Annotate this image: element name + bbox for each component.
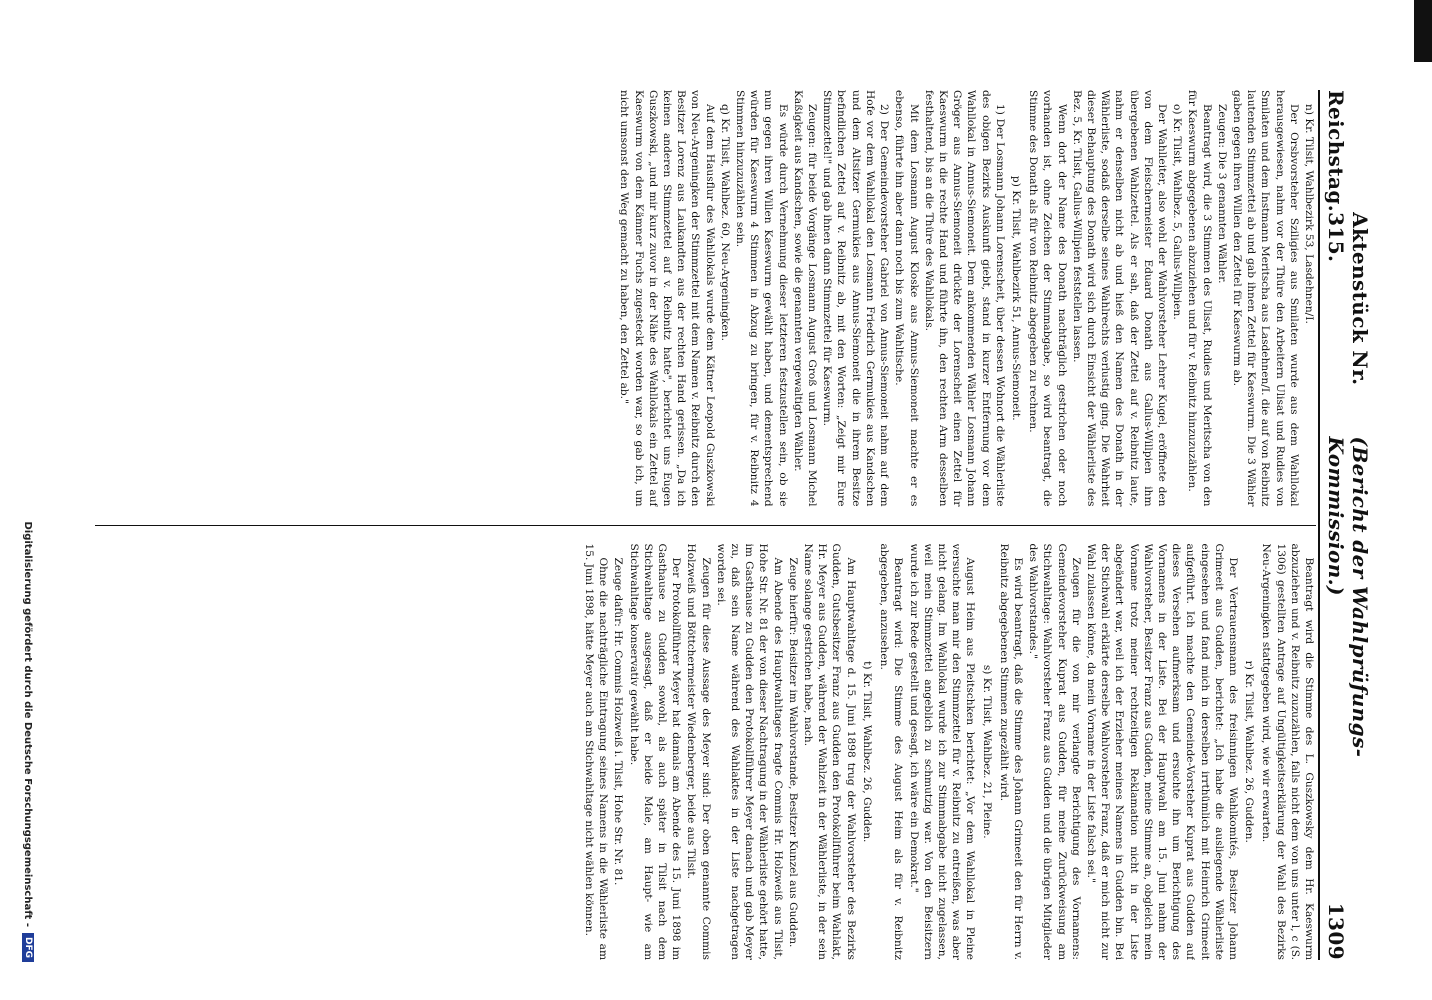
header-center: Aktenstück Nr. 315. bbox=[1324, 212, 1372, 386]
text-columns bbox=[95, 90, 1316, 960]
paragraph: Der Vertrauensmann des freisinnigen Wahlkomités, Besitzer Johann Grimeeit aus Gudden, berichtet: „Ich habe die ausliegende Wählerliste eingesehen und fand mich in derselben irrthümlich mit Heinrich Grimeeit aufgeführt. Ich machte den Gemeinde-Vorsteher Kuprat aus Gudden auf dieses Versehen aufmerksam und ersuchte ihn um Berichtigung des Vornamens in der Liste. Bei der Hauptwahl am 15. Juni nahm der Wahlvorsteher, Besitzer Franz aus Gudden, meine Stimme an, obgleich mein Vorname trotz meiner rechtzeitigen Reklamation nicht in der Liste abgeändert war, weil ich der Erzieher meines Namens in Gudden bin. Bei der Stichwahl erklärte derselbe Wahlvorsteher Franz, daß er mich nicht zur Wahl zulassen könne, da mein Vorname in der Liste falsch sei." bbox=[1084, 543, 1239, 960]
column-divider bbox=[95, 525, 1316, 526]
page-number: 1309 bbox=[1324, 902, 1348, 960]
paragraph: Auf dem Hausflur des Wahllokals wurde dem Kätner Leopold Guszkowski von Neu-Argeningken der Stimmzettel mit dem Namen v. Reibnitz durch den Besitzer Lorenz aus Laukandten aus der rechten Hand gerissen. „Da ich keinen anderen Stimmzettel auf v. Reibnitz hatte", berichtet uns Eugen Guszkowski, „und mir kurz zuvor in der Nähe des Wahllokals ein Zettel auf Kaeswurm von dem Kämner Fuchs zugesteckt worden war, so gab ich, um nicht umsonst den Weg gemacht zu haben, den Zettel ab." bbox=[618, 90, 716, 507]
paragraph: Beantragt wird: Die Stimme des August Heim als für v. Reibnitz abgegeben, anzusehen. bbox=[878, 543, 905, 960]
paragraph: Wenn dort der Name des Donath nachträglich gestrichen oder noch vorhanden ist, ohne Zeichen der Stimmabgabe, so wird beantragt, die Stimme des Donath als für von Reibnitz abgegeben zu rechnen. bbox=[1027, 90, 1068, 507]
scan-corner-mark bbox=[1414, 0, 1432, 62]
paragraph: Der Protokollführer Meyer hat damals am Abende des 15. Juni 1898 im Gasthause zu Gudden sowohl, als auch später in Tilsit nach dem Stichwahltage ausgesagt, daß er beide Male, am Haupt- wie am Stichwahltage konservativ gewählt habe. bbox=[627, 543, 683, 960]
paragraph: Zeuge hierfür: Beisitzer im Wahlvorstande, Besitzer Kunzel aus Gudden. bbox=[786, 557, 799, 948]
paragraph: 2) Der Gemeindevorsteher Gabriel von Annus-Siemoneit nahm auf dem Hofe vor dem Wahllokal den Losmann Friedrich Germukies aus Kandschen und dem Altsitzer Germukies aus Annus-Siemoneit die in ihrem Besitze befindlichen Zettel auf v. Reibnitz ab, mit den Worten: „Zeigt mir Eure Stimmzettel!" und gab ihnen dann Stimmzettel für Kaeswurm. bbox=[821, 90, 891, 507]
paragraph: Es wird beantragt, daß die Stimme des Johann Grimeeit den für Herrn v. Reibnitz abgegebenen Stimmen zugezählt wird. bbox=[997, 543, 1024, 960]
paragraph: Am Abende des Hauptwahltages fragte Commis Hr. Holzweiß aus Tilsit, Hohe Str. Nr. 81 der von dieser Nachtragung in der Wählerliste gehört hatte, im Gasthause zu Gudden den Protokollführer Meyer danach und gab Meyer zu, daß sein Name während des Wahlaktes in der Liste nachgetragen worden sei. bbox=[714, 543, 784, 960]
section-heading: r) Kr. Tilsit, Wahlbez. 26, Gudden. bbox=[1243, 660, 1256, 843]
paragraph: Der Wahlleiter, also wohl der Wahlvorsteher Lehrer Kugel, eröffnete den von dem Fleischermeister Eduard Donath aus Gallus-Willpien ihm übergebenen Wahlzettel. Als er sah, daß der Zettel auf v. Reibnitz laute, nahm er denselben nicht ab und hieß den Namen des Donath in der Wählerliste, sodaß derselbe seines Wahlrechts verlustig ging. Die Wahrheit dieser Behauptung des Donath wird sich durch Einsicht der Wählerliste des Bez. 5, Kr. Tilsit, Gallus-Willpien feststellen lassen. bbox=[1070, 90, 1168, 507]
section-heading: p) Kr. Tilsit, Wahlbezirk 51, Annus-Siemoneit. bbox=[1009, 175, 1022, 421]
paragraph: Beantragt wird, die 3 Stimmen des Ulisat, Rudies und Meritscha von den für Kaeswurm abgegebenen abzuziehen und für v. Reibnitz hinzuzuzählen. bbox=[1186, 90, 1213, 507]
dfg-logo: DFG bbox=[22, 933, 34, 962]
paragraph: Ohne die nachträgliche Eintragung seines Namens in die Wählerliste am 15. Juni 1898, hätte Meyer auch am Stichwahltage nicht wählen können. bbox=[583, 543, 610, 960]
paragraph: Mit dem Losmann August Kloske aus Annus-Siemoneit machte er es ebenso, führte ihn aber dann noch bis zum Wahltische. bbox=[893, 90, 920, 507]
paragraph: Zeugen: Die 3 genannten Wähler. bbox=[1215, 104, 1228, 284]
footer bbox=[16, 0, 40, 1000]
paragraph: q) Kr. Tilsit, Wahlbez. 60, Neu-Argeningken. bbox=[718, 104, 731, 341]
section-heading: s) Kr. Tilsit, Wahlbez. 21, Pleine. bbox=[980, 664, 993, 839]
paragraph: Zeuge dafür: Hr. Commis Holzweiß i. Tilsit, Hohe Str. Nr. 81. bbox=[612, 557, 625, 886]
paragraph: 1) Der Losmann Johann Lorenscheit, über dessen Wohnort die Wählerliste des obigen Bezirks Auskunft giebt, stand in kurzer Entfernung vor dem Wahllokal in Annus-Siemoneit. Dem ankommenden Wähler Losmann Johann Gröger aus Annus-Siemoneit drückte der Lorenscheit einen Zettel für Kaeswurm in die rechte Hand und führte ihn, den rechten Arm desselben festhaltend, bis an die Thüre des Wahllokals. bbox=[922, 90, 1006, 507]
paragraph: Zeugen für die von mir verlangte Berichtigung des Vornamens: Gemeindevorsteher Kuprat aus Gudden, für meine Zurückweisung am Stichwahltage: Wahlvorsteher Franz aus Gudden und die übrigen Mitglieder des Wahlvorstandes." bbox=[1027, 543, 1082, 960]
section-heading: t) Kr. Tilsit, Wahlbez. 26, Gudden. bbox=[860, 661, 873, 843]
left-column bbox=[95, 90, 1316, 507]
header-title: (Bericht der Wahlprüfungs-Kommission.) bbox=[1324, 436, 1372, 758]
footer-text: Digitalisierung gefördert durch die Deutsche Forschungsgemeinschaft - bbox=[22, 521, 34, 927]
right-column bbox=[95, 544, 1316, 961]
paragraph: o) Kr. Tilsit, Wahlbez. 5, Gallus-Willpien. bbox=[1171, 104, 1184, 320]
header-left: Reichstag. bbox=[1324, 90, 1348, 213]
paragraph: Zeugen für diese Aussage des Meyer sind: Der oben genannte Commis Holzweiß und Böttchermeister Wiedenberger, beide aus Tilsit. bbox=[685, 543, 712, 960]
paragraph: Am Hauptwahltage d. 15. Juni 1898 trug der Wahlvorsteher des Bezirks Gudden, Gutsbesitzer Franz aus Gudden den Protokollführer beim Wahlakt, Hr. Meyer aus Gudden, während der Wahlzeit in der Wählerliste, in der sein Name solange gestrichen habe, nach. bbox=[802, 543, 857, 960]
paragraph: Beantragt wird die Stimme des L. Guszkowsky dem Hr. Kaeswurm abzuziehen und v. Reibnitz zuzuzählen, falls nicht dem von uns unter l, c (S. 1306) gestellten Antrage auf Ungültigkeitserklärung der Wahl des Bezirks Neu-Argeningken stattgegeben wird, wie wir erwarten. bbox=[1260, 543, 1315, 960]
page-header bbox=[1318, 90, 1372, 960]
paragraph: August Heim aus Pleitschken berichtet: „Vor dem Wahllokal in Pleine versuchte man mir den Stimmzettel für v. Reibnitz zu entreißen, was aber nicht gelang. Im Wahllokal wurde ich zur Stimmabgabe nicht zugelassen, weil mein Stimmzettel angeblich zu schmutzig war. Von den Beisitzern wurde ich zur Rede gestellt und gesagt, ich wäre ein Demokrat." bbox=[907, 543, 977, 960]
paragraph: n) Kr. Tilsit, Wahlbezirk 53, Lasdehnen/I. bbox=[1303, 104, 1315, 324]
paragraph: Es würde durch Vernehmung dieser letzteren festzustellen sein, ob sie nun gegen ihren Willen Kaeswurm gewählt haben, und dementsprechend würden für Kaeswurm 4 Stimmen in Abzug zu bringen, für v. Reibnitz 4 Stimmen hinzuzuzählen sein. bbox=[734, 90, 789, 507]
paragraph: Zeugen: für beide Vorgänge Losmann August Groß und Losmann Michel Kaßigkeit aus Kandschen, sowie die genannten vergewaltigten Wähler. bbox=[791, 90, 819, 507]
paragraph: Der Orsbvorsteher Sziligies aus Smilaten wurde aus dem Wahllokal herausgewiesen, nahm vor der Thüre den Arbeitern Ulisat und Rudies von Smilaten und dem Instmann Meritscha aus Lasdehnen/I. die auf von Reibnitz lautenden Stimmzettel ab und gab ihnen Zettel für Kaeswurm. Die 3 Wähler gaben gegen ihren Willen den Zettel für Kaeswurm ab. bbox=[1230, 90, 1300, 507]
